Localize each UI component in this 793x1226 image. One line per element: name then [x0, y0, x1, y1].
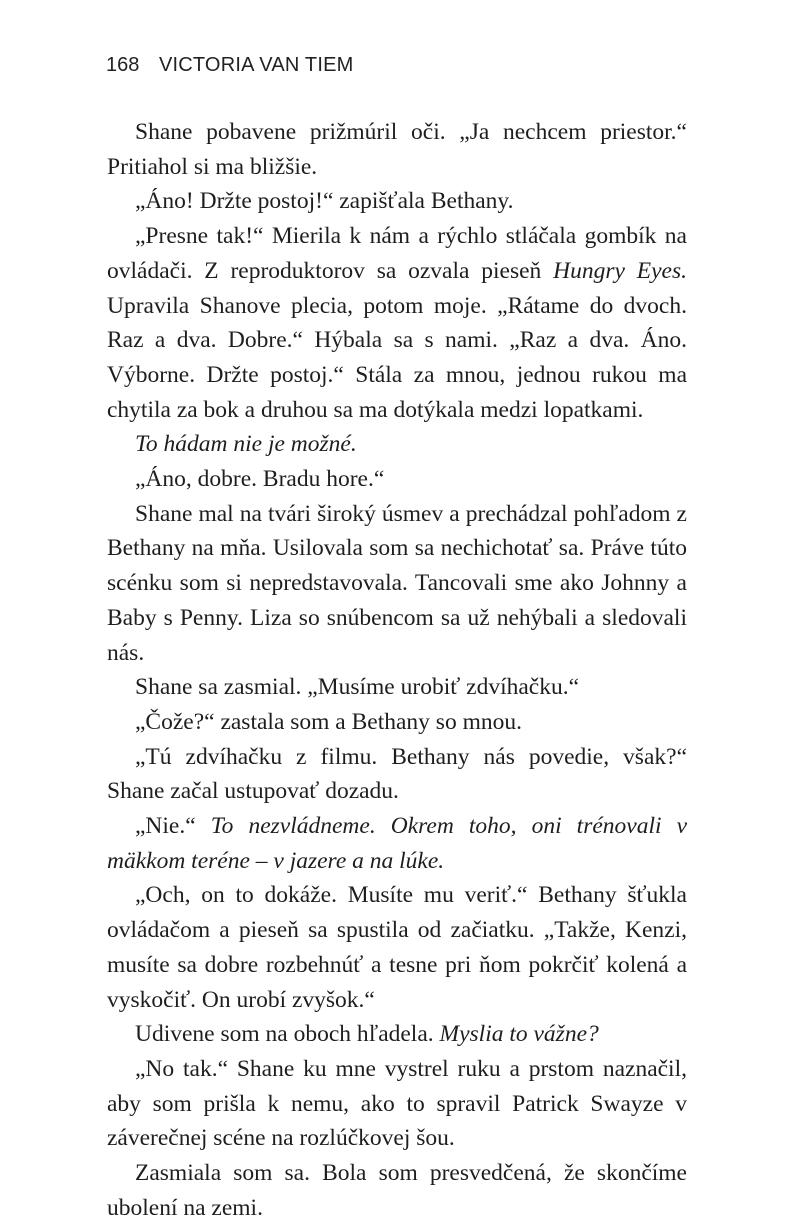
paragraph-text: „Čože?“ zastala som a Bethany so mnou. [135, 708, 522, 735]
paragraph [107, 427, 687, 462]
paragraph-text: Shane mal na tvári široký úsmev a prechádzal pohľadom z Bethany na mňa. Usilovala som sa nechichotať sa. Práve túto scénku som si nepredstavovala. Tancovali sme ako Johnny a Baby s Penny. Liza so snúbencom sa už nehýbali a sledovali nás. [107, 500, 687, 666]
paragraph [107, 809, 687, 878]
paragraph [107, 497, 687, 671]
paragraph [107, 670, 687, 705]
paragraph-text: „Áno, dobre. Bradu hore.“ [135, 466, 385, 493]
paragraph [107, 1052, 687, 1156]
body-text [107, 115, 687, 1226]
italic-text: Hungry Eyes. [553, 257, 687, 284]
paragraph-text: „Presne tak!“ Mierila k nám a rýchlo stláčala gombík na ovládači. Z reproduktorov sa ozvala pieseň [107, 223, 687, 284]
paragraph-text: „Och, on to dokáže. Musíte mu veriť.“ Bethany šťukla ovládačom a pieseň sa spustila od začiatku. „Takže, Kenzi, musíte sa dobre rozbehnúť a tesne pri ňom pokrčiť kolená a vyskočiť. On urobí zvyšok.“ [107, 882, 687, 1013]
paragraph-text: Udivene som na oboch hľadela. [135, 1021, 440, 1048]
paragraph [107, 1156, 687, 1225]
paragraph-text: Zasmiala som sa. Bola som presvedčená, že skončíme ubolení na zemi. [107, 1160, 687, 1221]
paragraph-text: Shane pobavene prižmúril oči. „Ja nechcem priestor.“ Pritiahol si ma bližšie. [107, 119, 687, 180]
running-head [106, 50, 354, 80]
paragraph [107, 115, 687, 184]
paragraph-text: Shane sa zasmial. „Musíme urobiť zdvíhačku.“ [135, 674, 580, 701]
paragraph [107, 878, 687, 1017]
paragraph [107, 184, 687, 219]
running-head-author: VICTORIA VAN TIEM [158, 54, 354, 76]
page-number: 168 [106, 54, 140, 76]
paragraph-text: „Nie.“ [135, 813, 211, 840]
paragraph-text: „Áno! Držte postoj!“ zapišťala Bethany. [135, 188, 514, 215]
paragraph-text: Upravila Shanove plecia, potom moje. „Rátame do dvoch. Raz a dva. Dobre.“ Hýbala sa s nami. „Raz a dva. Áno. Výborne. Držte postoj.“ Stála za mnou, jednou rukou ma chytila za bok a druhou sa ma dotýkala medzi lopatkami. [107, 292, 687, 423]
paragraph [107, 740, 687, 809]
paragraph [107, 219, 687, 427]
italic-text: To nezvládneme. Okrem toho, oni trénovali v mäkkom teréne – v jazere a na lúke. [107, 813, 688, 874]
paragraph-text: „Tú zdvíhačku z filmu. Bethany nás povedie, však?“ Shane začal ustupovať dozadu. [107, 743, 687, 805]
paragraph [107, 462, 687, 497]
paragraph-text: „No tak.“ Shane ku mne vystrel ruku a prstom naznačil, aby som prišla k nemu, ako to spravil Patrick Swayze v záverečnej scéne na rozlúčkovej šou. [107, 1055, 687, 1152]
italic-text: To hádam nie je možné. [135, 431, 357, 458]
paragraph [107, 1017, 687, 1052]
paragraph [107, 705, 687, 740]
italic-text: Myslia to vážne? [439, 1021, 599, 1048]
